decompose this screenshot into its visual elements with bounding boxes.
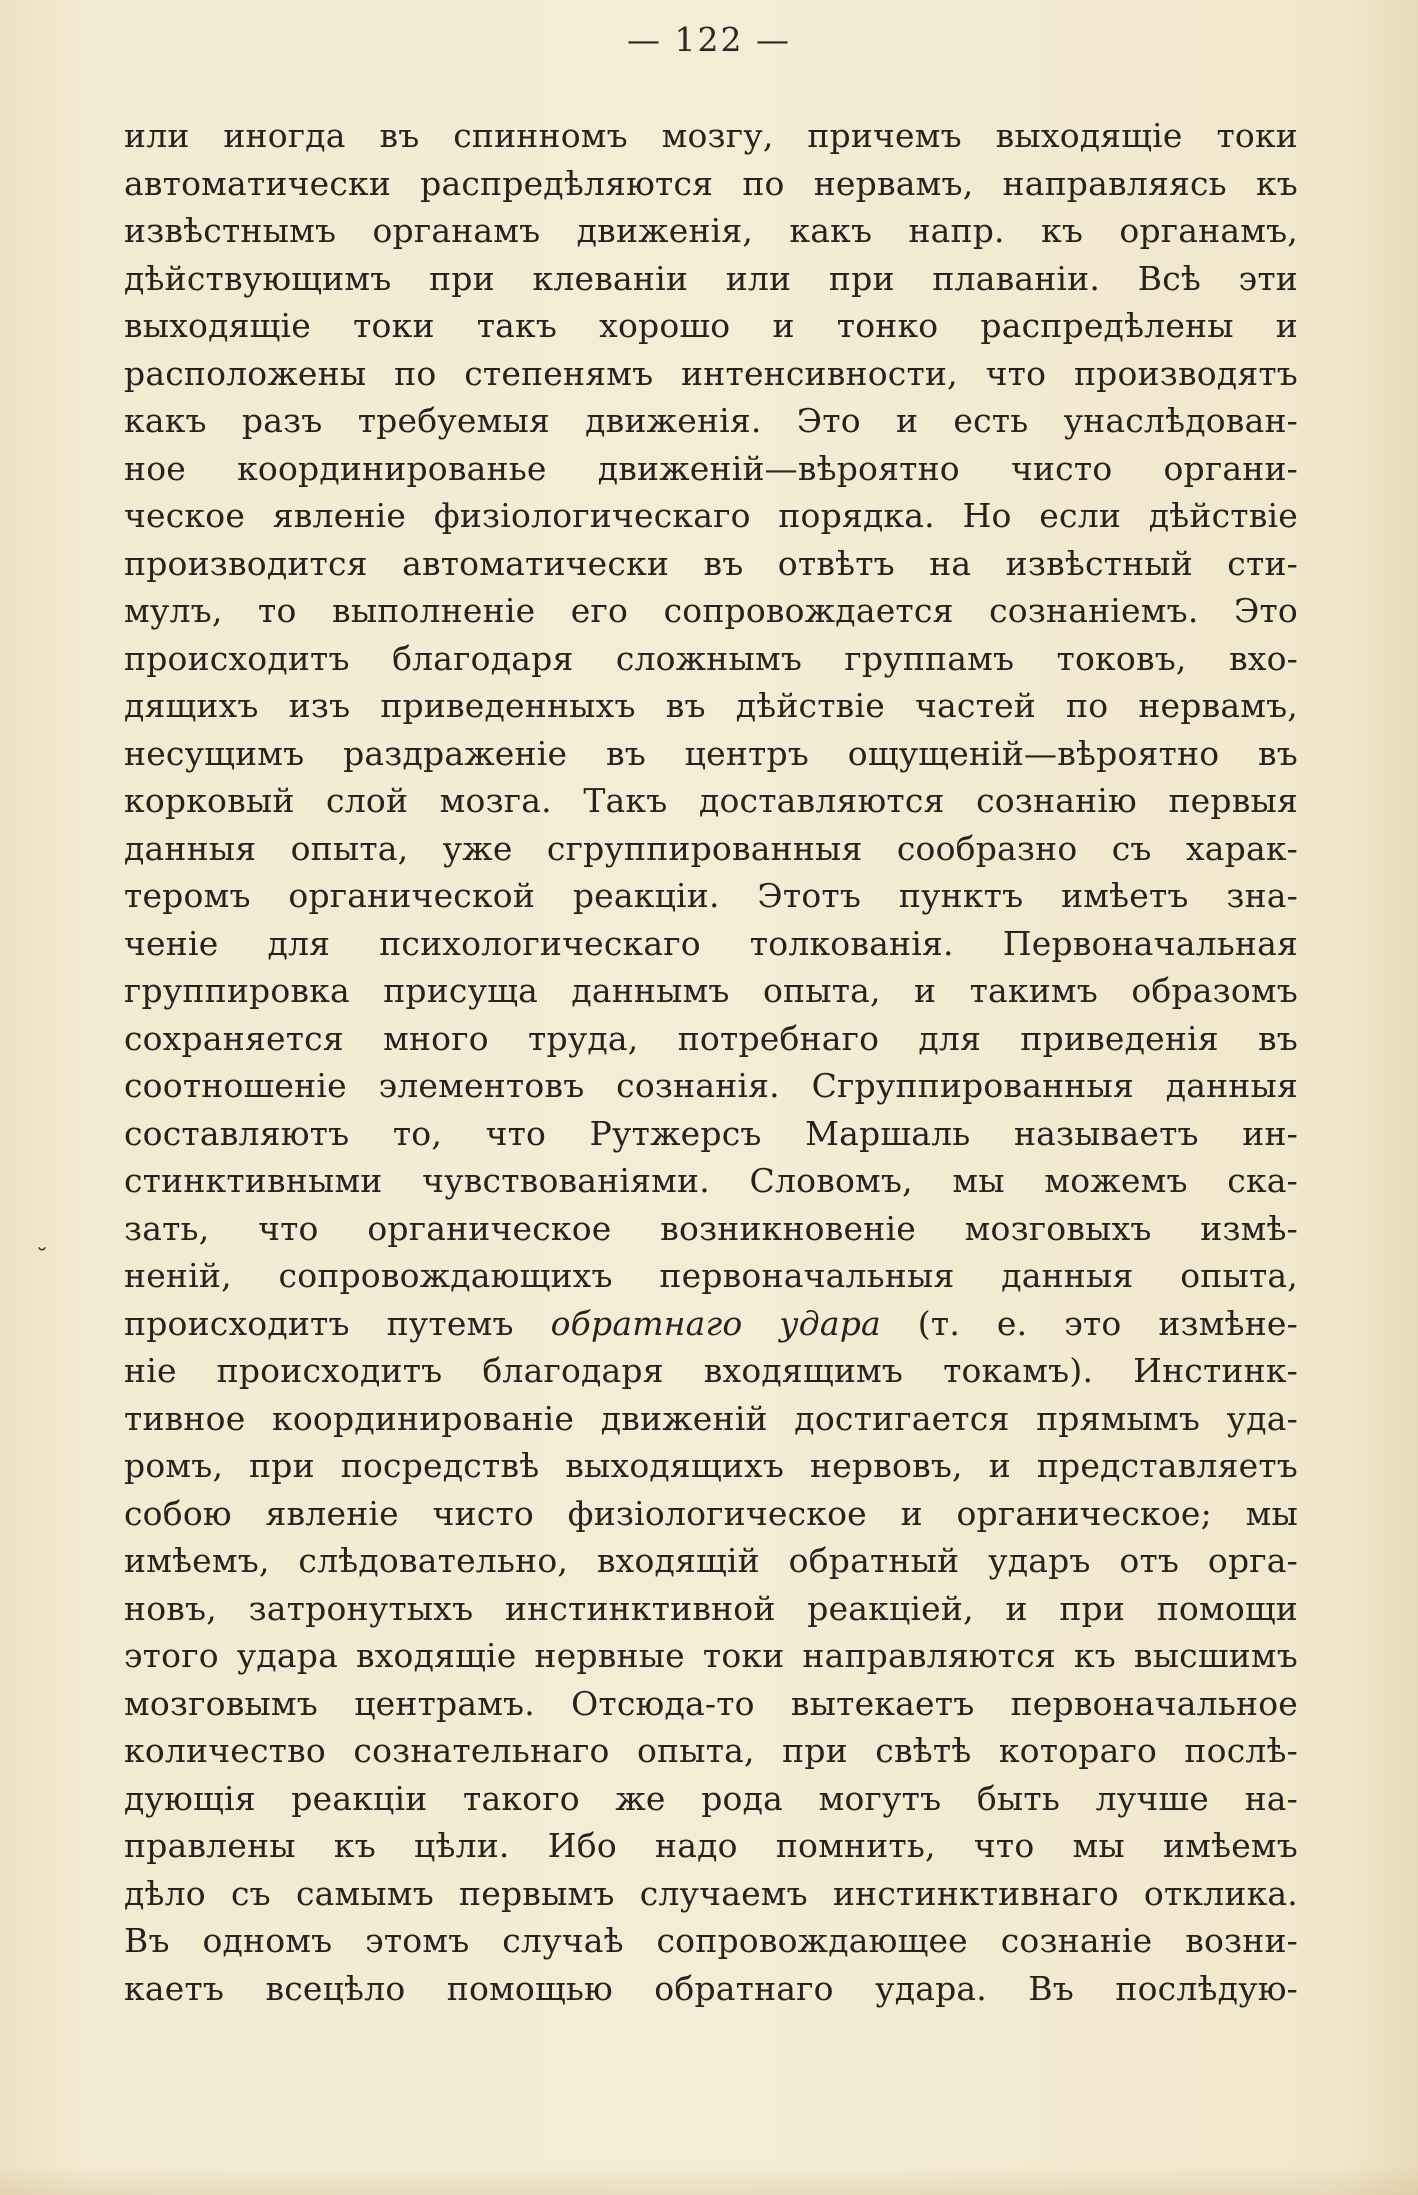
text-line: собою явленіе чисто физіологическое и органическое; мы: [124, 1493, 1298, 1533]
text-line: мулъ, то выполненіе его сопровождается сознаніемъ. Это: [124, 591, 1298, 630]
text-line: автоматически распредѣляются по нервамъ, направляясь къ: [124, 163, 1298, 203]
text-line: несущимъ раздраженіе въ центръ ощущеній—вѣроятно въ: [124, 733, 1298, 773]
text-line: имѣемъ, слѣдовательно, входящій обратный ударъ отъ орга-: [124, 1541, 1298, 1580]
text-line: новъ, затронутыхъ инстинктивной реакціей, и при помощи: [124, 1588, 1298, 1628]
text-line: правлены къ цѣли. Ибо надо помнить, что мы имѣемъ: [124, 1826, 1298, 1865]
text-line: происходитъ благодаря сложнымъ группамъ токовъ, вхо-: [124, 638, 1298, 678]
text-line: данныя опыта, уже сгруппированныя сообразно съ харак-: [124, 828, 1298, 868]
text-line: составляютъ то, что Рутжерсъ Маршаль называетъ ин-: [124, 1113, 1298, 1153]
text-line: ческое явленіе физіологическаго порядка. Но если дѣйствіе: [124, 496, 1298, 535]
text-line: извѣстнымъ органамъ движенія, какъ напр. къ органамъ,: [124, 211, 1298, 250]
text-line: соотношеніе элементовъ сознанія. Сгруппированныя данныя: [124, 1066, 1298, 1105]
text-line: ченіе для психологическаго толкованія. Первоначальная: [124, 923, 1298, 963]
text-line: ромъ, при посредствѣ выходящихъ нервовъ, и представляетъ: [124, 1446, 1298, 1485]
text-line: ное координированье движеній—вѣроятно чисто органи-: [124, 448, 1298, 488]
text-line: дующія реакціи такого же рода могутъ быть лучше на-: [124, 1778, 1298, 1818]
text-line: зать, что органическое возникновеніе мозговыхъ измѣ-: [124, 1208, 1298, 1248]
text-line: этого удара входящіе нервные токи направляются къ высшимъ: [124, 1636, 1298, 1675]
text-line: неній, сопровождающихъ первоначальныя данныя опыта,: [124, 1256, 1298, 1295]
text-line: каетъ всецѣло помощью обратнаго удара. Въ послѣдую-: [124, 1968, 1298, 2008]
margin-mark: ˘: [36, 1244, 48, 1272]
text-line: или иногда въ спинномъ мозгу, причемъ выходящіе токи: [124, 116, 1298, 155]
page-bottom-edge: [0, 2165, 1418, 2195]
text-line: [124, 1300, 1298, 1348]
text-line: производится автоматически въ отвѣтъ на извѣстный сти-: [124, 543, 1298, 583]
text-line: сохраняется много труда, потребнаго для приведенія въ: [124, 1018, 1298, 1058]
text-line: мозговымъ центрамъ. Отсюда-то вытекаетъ первоначальное: [124, 1683, 1298, 1723]
italic-emphasis: обратнаго удара: [550, 1303, 881, 1343]
text-line: дѣйствующимъ при клеваніи или при плаваніи. Всѣ эти: [124, 258, 1298, 298]
text-segment: происходитъ путемъ: [124, 1303, 551, 1343]
text-line: количество сознательнаго опыта, при свѣтѣ котораго послѣ-: [124, 1731, 1298, 1770]
body-text: [124, 112, 1298, 2012]
text-line: дѣло съ самымъ первымъ случаемъ инстинктивнаго отклика.: [124, 1873, 1298, 1913]
text-line: Въ одномъ этомъ случаѣ сопровождающее сознаніе возни-: [124, 1921, 1298, 1960]
text-line: стинктивными чувствованіями. Словомъ, мы можемъ ска-: [124, 1161, 1298, 1200]
text-line: тивное координированіе движеній достигается прямымъ уда-: [124, 1398, 1298, 1438]
text-line: дящихъ изъ приведенныхъ въ дѣйствіе частей по нервамъ,: [124, 686, 1298, 725]
text-line: выходящіе токи такъ хорошо и тонко распредѣлены и: [124, 306, 1298, 345]
page-number: — 122 —: [627, 20, 791, 59]
text-line: теромъ органической реакціи. Этотъ пунктъ имѣетъ зна-: [124, 876, 1298, 915]
text-segment: (т. е. это измѣне-: [880, 1303, 1298, 1343]
text-line: группировка присуща даннымъ опыта, и такимъ образомъ: [124, 971, 1298, 1010]
text-line: корковый слой мозга. Такъ доставляются сознанію первыя: [124, 781, 1298, 820]
text-line: расположены по степенямъ интенсивности, что производятъ: [124, 353, 1298, 393]
text-line: какъ разъ требуемыя движенія. Это и есть унаслѣдован-: [124, 401, 1298, 440]
text-line: ніе происходитъ благодаря входящимъ токамъ). Инстинк-: [124, 1351, 1298, 1390]
